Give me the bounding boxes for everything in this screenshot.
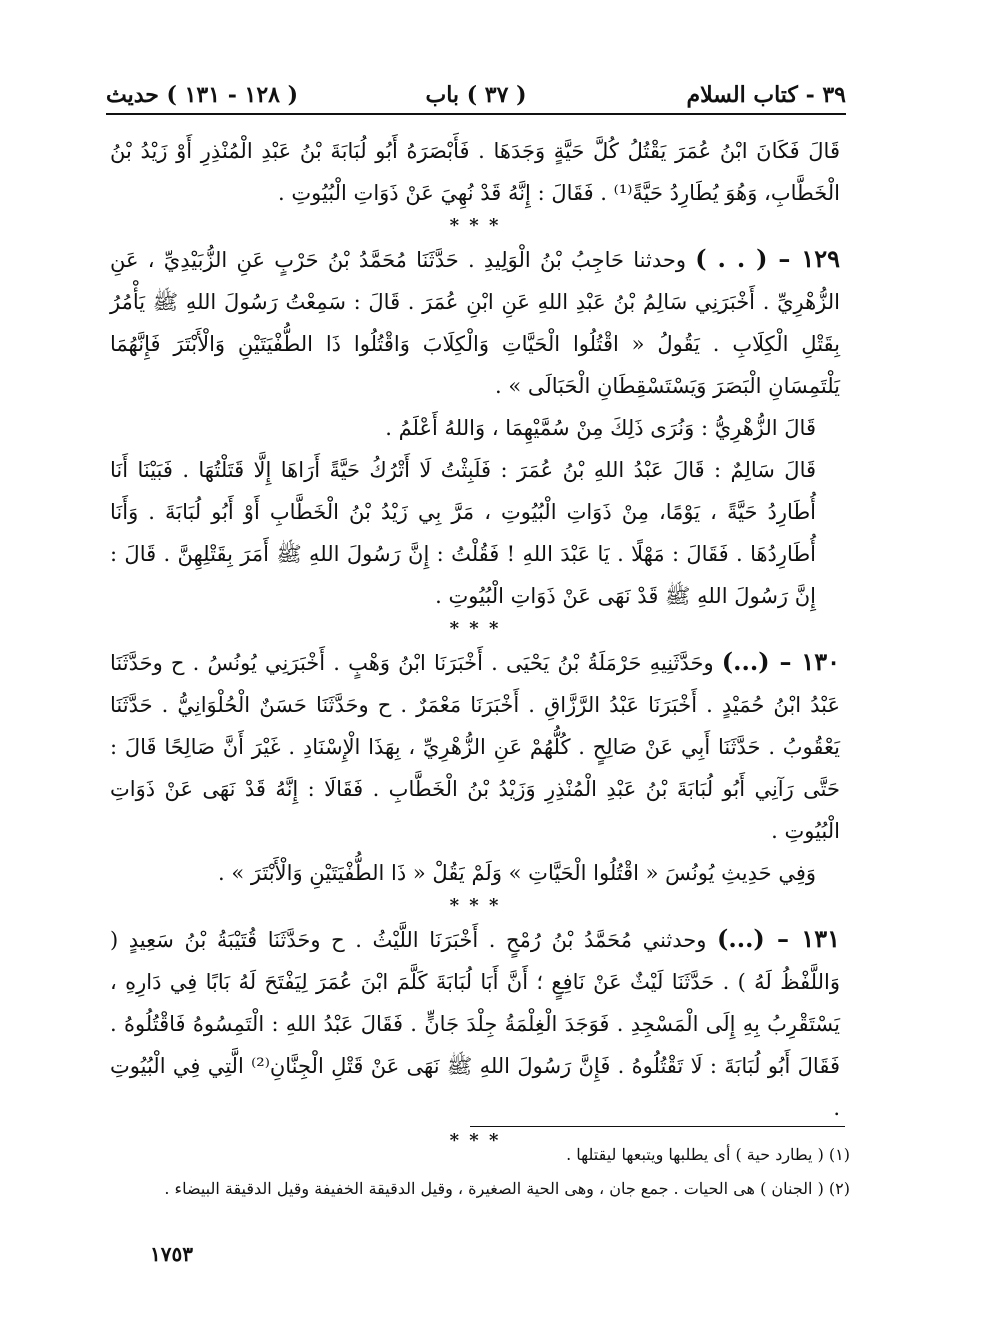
hadith-131 <box>110 918 840 1129</box>
salim-narration: قَالَ سَالِمٌ : قَالَ عَبْدُ اللهِ بْنُ عُمَرَ : فَلَبِثْتُ لَا أَتْرُكُ حَيَّةً أَرَاهَا إِلَّا قَتَلْتُهَا . فَبَيْنَا أَنَا أُطَارِدُ حَيَّةً ، يَوْمًا، مِنْ ذَوَاتِ الْبُيُوتِ ، مَرَّ بِي زَيْدُ بْنُ الْخَطَّابِ أَوْ أَبُو لُبَابَةَ . وَأَنَا أُطَارِدُهَا . فَقَالَ : مَهْلًا . يَا عَبْدَ اللهِ ! فَقُلْتُ : إِنَّ رَسُولَ اللهِ ﷺ أَمَرَ بِقَتْلِهِنَّ . قَالَ : إِنَّ رَسُولَ اللهِ ﷺ قَدْ نَهَى عَنْ ذَوَاتِ الْبُيُوتِ . <box>110 458 816 608</box>
hadith-number: ١٣١ – (...) <box>717 924 840 953</box>
footnote-rule <box>470 1126 845 1127</box>
main-text <box>110 130 840 1153</box>
yunus-variant: وَفِي حَدِيثِ يُونُسَ « اقْتُلُوا الْحَيَّاتِ » وَلَمْ يَقُلْ « ذَا الطُّفْيَتَيْنِ وَالْأَبْتَرَ » . <box>218 861 816 885</box>
page-number: ١٧٥٣ <box>150 1242 193 1266</box>
section-separator: * * * <box>449 1130 501 1151</box>
section-separator: * * * <box>449 215 501 236</box>
header-hadith-range: ( ١٢٨ - ١٣١ ) حديث <box>106 82 299 108</box>
zuhri-comment: قَالَ الزُّهْرِيُّ : وَنُرَى ذَلِكَ مِنْ سُمَّيْهِمَا ، وَاللهُ أَعْلَمُ . <box>385 416 816 440</box>
footnote-2: (٢) ( الجنان ) هى الحيات . جمع جان ، وهى الحية الصغيرة ، وقيل الدقيقة الخفيفة وقيل الدقيقة البيضاء . <box>164 1179 850 1198</box>
hadith-text: وحَدَّثَنِيهِ حَرْمَلَةُ بْنُ يَحْيَى . أَخْبَرَنَا ابْنُ وَهْبٍ . أَخْبَرَنِي يُونُسُ . ح وحَدَّثَنَا عَبْدُ ابْنُ حُمَيْدٍ . أَخْبَرَنَا عَبْدُ الرَّزَّاقِ . أَخْبَرَنَا مَعْمَرٌ . ح وحَدَّثَنَا حَسَنٌ الْحُلْوَانِيُّ . حَدَّثَنَا يَعْقُوبُ . حَدَّثَنَا أَبِي عَنْ صَالِحٍ . كُلُّهُمْ عَنِ الزُّهْرِيِّ ، بِهَذَا الْإِسْنَادِ . غَيْرَ أَنَّ صَالِحًا قَالَ : حَتَّى رَآنِي أَبُو لُبَابَةَ بْنُ عَبْدِ الْمُنْذِرِ وَزَيْدُ بْنُ الْخَطَّابِ . فَقَالَا : إِنَّهُ قَدْ نَهَى عَنْ ذَوَاتِ الْبُيُوتِ . <box>110 651 840 843</box>
header-rule <box>106 113 846 115</box>
hadith-number: ١٢٩ – ( . . ) <box>695 244 840 273</box>
hadith-number: ١٣٠ – (...) <box>721 647 840 676</box>
footnotes <box>150 1138 850 1206</box>
hadith-130 <box>110 641 840 852</box>
section-separator: * * * <box>449 618 501 639</box>
footnote-1: (١) ( يطارد حية ) أى يطلبها ويتبعها ليقتلها . <box>566 1145 850 1164</box>
hadith-text: وحدثني مُحَمَّدُ بْنُ رُمْحٍ . أَخْبَرَنَا اللَّيْثُ . ح وحَدَّثَنَا قُتَيْبَةُ بْنُ سَعِيدٍ ( وَاللَّفْظُ لَهُ ) . حَدَّثَنَا لَيْثٌ عَنْ نَافِعٍ ؛ أَنَّ أَبَا لُبَابَةَ كَلَّمَ ابْنَ عُمَرَ لِيَفْتَحَ لَهُ بَابًا فِي دَارِهِ ، يَسْتَقْرِبُ بِهِ إِلَى الْمَسْجِدِ . فَوَجَدَ الْغِلْمَةُ جِلْدَ جَانٍّ . فَقَالَ عَبْدُ اللهِ : الْتَمِسُوهُ فَاقْتُلُوهُ . فَقَالَ أَبُو لُبَابَةَ : لَا تَقْتُلُوهُ . فَإِنَّ رَسُولَ اللهِ ﷺ نَهَى عَنْ قَتْلِ الْجِنَّانِ⁽²⁾ الَّتِي فِي الْبُيُوتِ . <box>110 928 840 1120</box>
paragraph-continuation: قَالَ فَكَانَ ابْنُ عُمَرَ يَقْتُلُ كُلَّ حَيَّةٍ وَجَدَهَا . فَأَبْصَرَهُ أَبُو لُبَابَةَ بْنُ عَبْدِ الْمُنْذِرِ أَوْ زَيْدُ بْنُ الْخَطَّابِ، وَهُوَ يُطَارِدُ حَيَّةً⁽¹⁾ . فَقَالَ : إِنَّهُ قَدْ نُهِيَ عَنْ ذَوَاتِ الْبُيُوتِ . <box>110 139 840 205</box>
hadith-text: وحدثنا حَاجِبُ بْنُ الْوَلِيدِ . حَدَّثَنَا مُحَمَّدُ بْنُ حَرْبٍ عَنِ الزُّبَيْدِيِّ ، عَنِ الزُّهْرِيِّ . أَخْبَرَنِي سَالِمُ بْنُ عَبْدِ اللهِ عَنِ ابْنِ عُمَرَ . قَالَ : سَمِعْتُ رَسُولَ اللهِ ﷺ يَأْمُرُ بِقَتْلِ الْكِلَابِ . يَقُولُ « اقْتُلُوا الْحَيَّاتِ وَالْكِلَابَ وَاقْتُلُوا ذَا الطُّفْيَتَيْنِ وَالْأَبْتَرَ فَإِنَّهُمَا يَلْتَمِسَانِ الْبَصَرَ وَيَسْتَسْقِطَانِ الْحَبَالَى » . <box>110 248 840 398</box>
section-separator: * * * <box>449 895 501 916</box>
header-book-title: ٣٩ - كتاب السلام <box>686 82 846 108</box>
running-header <box>106 78 846 112</box>
hadith-129 <box>110 238 840 407</box>
header-chapter: ( ٣٧ ) باب <box>425 82 527 108</box>
